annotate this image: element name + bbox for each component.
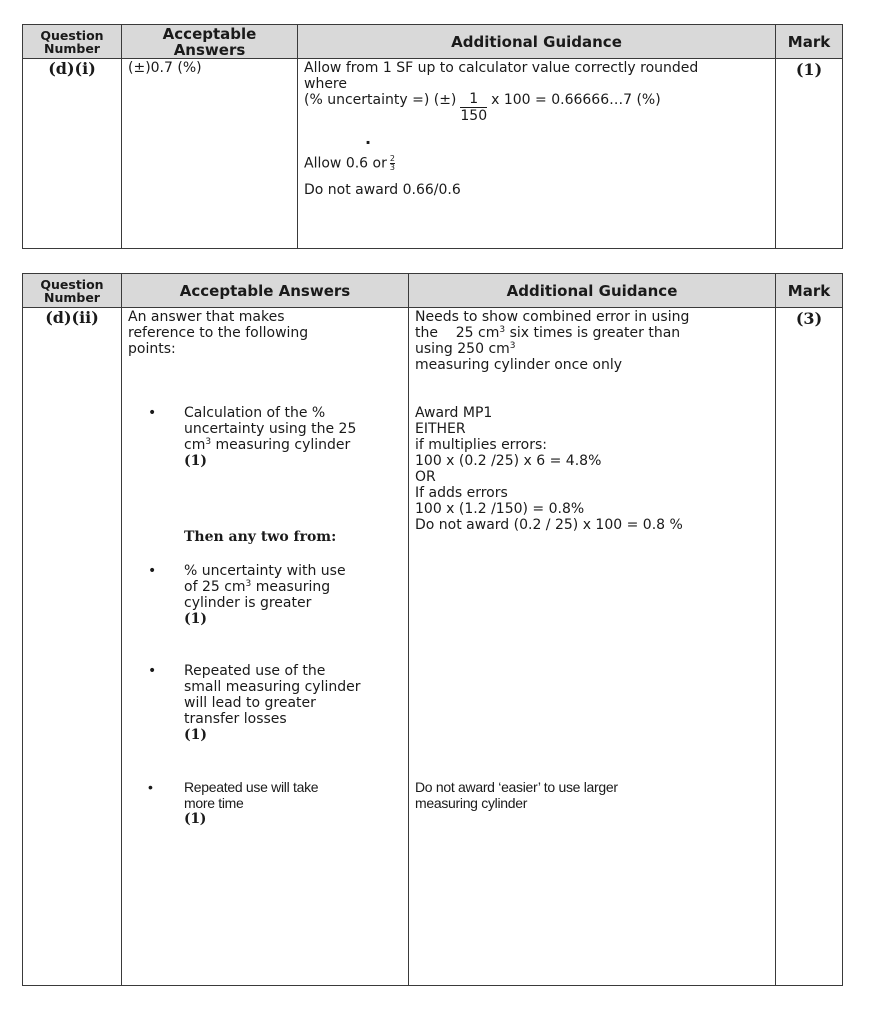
guidance-allow xyxy=(304,133,769,172)
bullet-icon: • xyxy=(148,563,157,579)
fraction xyxy=(460,92,487,125)
header-acceptable-answers-line2: Answers xyxy=(173,40,246,59)
guidance-line: the 25 $cm^3$ six times is greater than xyxy=(415,325,681,341)
point-line: cylinder is greater xyxy=(184,595,312,611)
header-acceptable-answers: Acceptable Answers xyxy=(122,274,409,308)
bullet-icon: • xyxy=(148,663,157,679)
mark-scheme-table-d-ii xyxy=(22,273,843,986)
guidance-line: Do not award (0.2 / 25) x 100 = 0.8 % xyxy=(415,517,683,533)
mark: (3) xyxy=(776,308,843,986)
guidance-formula xyxy=(304,92,769,125)
acceptable-answer: (±)0.7 (%) xyxy=(122,59,298,249)
point-line: of 25 $cm^3$ measuring xyxy=(184,579,331,595)
header-acceptable-answers-line1: Acceptable xyxy=(162,24,257,43)
fraction-denominator: 150 xyxy=(460,108,488,124)
point-mark: (1) xyxy=(184,811,207,827)
guidance-line: measuring cylinder once only xyxy=(415,357,623,373)
recurring-dot-icon: · xyxy=(365,133,372,152)
mp1-text xyxy=(184,405,402,529)
header-acceptable-answers xyxy=(122,25,298,59)
point-3-text xyxy=(184,779,402,827)
guidance-intro xyxy=(415,309,769,405)
guidance-line: If adds errors xyxy=(415,485,508,501)
point-mark: (1) xyxy=(184,611,207,627)
header-row xyxy=(23,25,843,59)
guidance-line: EITHER xyxy=(415,421,466,437)
guidance-line: using 250 $cm^3$ xyxy=(415,341,516,357)
point-mark: (1) xyxy=(184,727,207,743)
list-item-point-2 xyxy=(128,651,402,779)
allow-fraction xyxy=(390,155,395,172)
guidance-line: OR xyxy=(415,469,436,485)
header-question-number-line2: Number xyxy=(44,40,100,56)
list-item-point-1 xyxy=(128,563,402,651)
point-1-text xyxy=(184,563,402,651)
header-question-number-line1: Question xyxy=(40,27,104,43)
allow-fraction-numerator: 2 xyxy=(389,154,395,163)
mp1-line-text: uncertainty using the 25 xyxy=(184,421,357,437)
bullet-icon: • xyxy=(148,405,157,421)
header-mark: Mark xyxy=(776,25,843,59)
allow-fraction-denominator: 3 xyxy=(389,163,395,172)
header-row xyxy=(23,274,843,308)
question-number: (d)(i) xyxy=(23,59,122,249)
header-question-number xyxy=(23,274,122,308)
intro-line: An answer that makes xyxy=(128,309,285,325)
intro-line: points: xyxy=(128,341,176,357)
header-question-number xyxy=(23,25,122,59)
header-mark: Mark xyxy=(776,274,843,308)
question-number: (d)(ii) xyxy=(23,308,122,986)
header-additional-guidance: Additional Guidance xyxy=(409,274,776,308)
formula-prefix: (% uncertainty =) (±) xyxy=(304,92,457,108)
point-line: more time xyxy=(184,795,244,811)
guidance-line: Needs to show combined error in using xyxy=(415,309,690,325)
point-line: % uncertainty with use xyxy=(184,563,346,579)
mark: (1) xyxy=(776,59,843,249)
guidance-line: if multiplies errors: xyxy=(415,437,547,453)
then-any-two: Then any two from: xyxy=(184,529,337,545)
mp1-guidance xyxy=(415,405,769,779)
mp1-mark: (1) xyxy=(184,453,207,469)
guidance-line: Do not award ‘easier’ to use larger xyxy=(415,779,618,795)
point-line: transfer losses xyxy=(184,711,287,727)
header-additional-guidance: Additional Guidance xyxy=(298,25,776,59)
intro-line: reference to the following xyxy=(128,325,309,341)
point-3-guidance xyxy=(415,779,769,811)
guidance-line: Allow from 1 SF up to calculator value correctly rounded where xyxy=(304,60,699,92)
list-item-point-3 xyxy=(128,779,402,827)
guidance-line: 100 x (0.2 /25) x 6 = 4.8% xyxy=(415,453,602,469)
mp1-line: Calculation of the % xyxy=(184,405,326,421)
fraction-numerator: 1 xyxy=(460,92,487,108)
guidance-line: Award MP1 xyxy=(415,405,493,421)
acceptable-answers xyxy=(122,308,409,986)
bullet-icon: • xyxy=(148,779,153,795)
header-question-number-line2: Number xyxy=(44,289,100,305)
intro xyxy=(128,309,402,405)
allow-text: Allow 0.6 or xyxy=(304,155,387,172)
point-line: small measuring cylinder xyxy=(184,679,361,695)
guidance-line: measuring cylinder xyxy=(415,795,528,811)
mp1-line xyxy=(184,421,402,437)
mp1-line: $cm^3$ measuring cylinder xyxy=(184,437,351,453)
table-row xyxy=(23,308,843,986)
point-line: Repeated use will take xyxy=(184,779,319,795)
point-2-text xyxy=(184,663,402,779)
formula-suffix: x 100 = 0.66666…7 (%) xyxy=(491,92,661,108)
table-row xyxy=(23,59,843,249)
additional-guidance xyxy=(298,59,776,249)
header-question-number-line1: Question xyxy=(40,276,104,292)
point-line: will lead to greater xyxy=(184,695,316,711)
list-item-mp1 xyxy=(128,405,402,529)
additional-guidance xyxy=(409,308,776,986)
guidance-do-not-award: Do not award 0.66/0.6 xyxy=(304,182,461,198)
guidance-line: 100 x (1.2 /150) = 0.8% xyxy=(415,501,585,517)
mark-scheme-table-d-i xyxy=(22,24,843,249)
point-line: Repeated use of the xyxy=(184,663,326,679)
